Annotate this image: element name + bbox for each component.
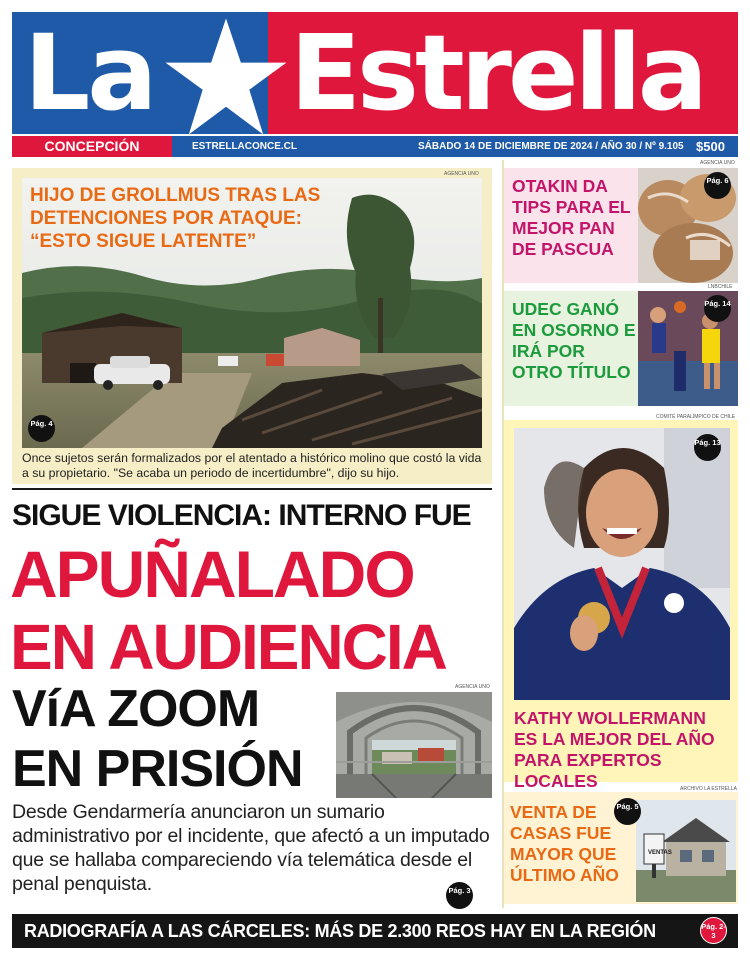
star-icon xyxy=(162,16,290,134)
main-body-text: Desde Gendarmería anunciaron un sumario administrativo por el incidente, que afectó a un imputado que se hallaba compareciendo vía telemática desde el penal penquista. xyxy=(12,801,490,895)
side-1-headline[interactable]: OTAKIN DA TIPS PARA EL MEJOR PAN DE PASCUA xyxy=(512,176,631,259)
side-story-housing[interactable] xyxy=(504,792,738,904)
athlete-photo xyxy=(514,428,730,700)
masthead xyxy=(12,12,738,134)
bottom-banner[interactable] xyxy=(12,914,738,948)
prison-photo-credit: AGENCIA UNO xyxy=(455,684,490,690)
edition-date: SÁBADO 14 DE DICIEMBRE DE 2024 / AÑO 30 / Nº 9.105 xyxy=(418,141,684,152)
main-headline-red-1[interactable]: APUÑALADO xyxy=(10,537,414,611)
main-overline: SIGUE VIOLENCIA: INTERNO FUE xyxy=(12,499,471,532)
bottom-page-badge: Pág. 2-3 xyxy=(700,917,727,944)
info-strip xyxy=(12,136,738,157)
lead-photo-credit: AGENCIA UNO xyxy=(444,171,479,177)
ventas-sign-text: VENTAS xyxy=(648,850,672,856)
prison-corridor-photo xyxy=(336,692,492,798)
cover-price: $500 xyxy=(696,139,725,154)
side-2-page-badge: Pág. 14 xyxy=(704,295,731,322)
bottom-banner-text[interactable]: RADIOGRAFÍA A LAS CÁRCELES: MÁS DE 2.300 REOS HAY EN LA REGIÓN xyxy=(24,921,656,941)
main-headline-red-2[interactable]: EN AUDIENCIA xyxy=(10,611,446,683)
side-story-bread[interactable] xyxy=(504,168,738,283)
side-3-page-badge: Pág. 13 xyxy=(694,434,721,461)
lead-headline[interactable]: HIJO DE GROLLMUS TRAS LAS DETENCIONES POR ATAQUE: “ESTO SIGUE LATENTE” xyxy=(30,185,321,252)
side-3-credit: COMITÉ PARALÍMPICO DE CHILE xyxy=(656,414,736,420)
side-1-page-badge: Pág. 6 xyxy=(704,172,731,199)
main-page-badge: Pág. 3 xyxy=(446,882,473,909)
side-4-page-badge: Pág. 5 xyxy=(614,798,641,825)
side-3-headline[interactable]: KATHY WOLLERMANN ES LA MEJOR DEL AÑO PARA EXPERTOS LOCALES xyxy=(514,708,715,791)
side-2-credit: LNBCHILE xyxy=(708,284,733,290)
side-story-udec[interactable] xyxy=(504,291,738,406)
side-1-credit: AGENCIA UNO xyxy=(700,160,735,166)
side-4-credit: ARCHIVO LA ESTRELLA xyxy=(680,786,737,792)
lead-caption: Once sujetos serán formalizados por el atentado a histórico molino que costó la vida a su propietario. "Se acaba un periodo de incertidumbre", dijo su hijo. xyxy=(22,451,482,480)
main-headline-black-2[interactable]: EN PRISIÓN xyxy=(12,740,303,798)
lead-story[interactable] xyxy=(12,168,492,484)
section-divider xyxy=(12,488,492,490)
website-link[interactable]: ESTRELLACONCE.CL xyxy=(192,141,297,152)
brand-la: La xyxy=(24,12,155,134)
side-4-headline[interactable]: VENTA DE CASAS FUE MAYOR QUE ÚLTIMO AÑO xyxy=(510,802,619,885)
side-2-headline[interactable]: UDEC GANÓ EN OSORNO E IRÁ POR OTRO TÍTULO xyxy=(512,299,636,382)
edition-city: CONCEPCIÓN xyxy=(44,138,140,154)
lead-page-badge: Pág. 4 xyxy=(28,415,55,442)
main-headline-black-1[interactable]: VíA ZOOM xyxy=(12,680,260,738)
brand-estrella: Estrella xyxy=(290,12,704,134)
